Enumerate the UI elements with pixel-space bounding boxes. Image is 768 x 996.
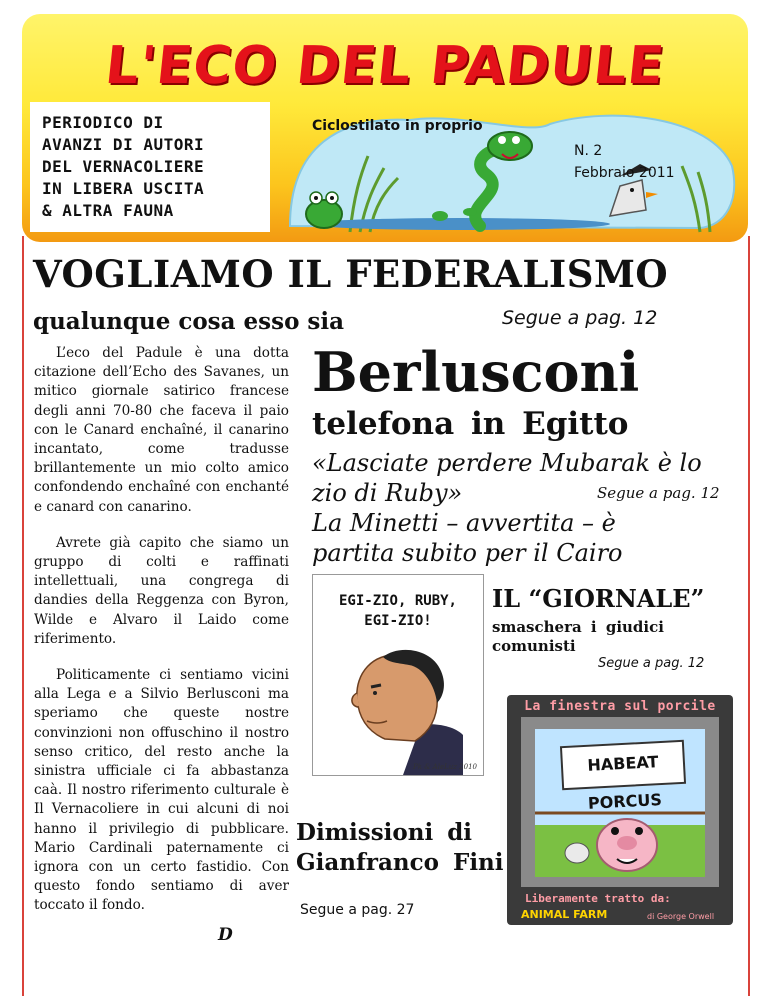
- issue-number: N. 2: [574, 143, 603, 159]
- editorial-paragraph: L’eco del Padule è una dotta citazione dell’Echo des Savanes, un mitico giornale satirico francese degli anni 70-80 che faceva il paio con le Canard enchaîné, il canarino incantato, come tradusse brillantemente un mio colto amico confondendo enchaîné con enchanté e canard con canarino.: [34, 345, 289, 515]
- porcile-panel: [507, 695, 733, 925]
- footer-letter: D: [218, 925, 233, 945]
- tagline-line: AVANZI DI AUTORI: [42, 135, 205, 154]
- quote-line: zio di Ruby»: [312, 479, 463, 507]
- masthead: [22, 14, 748, 242]
- porcile-sign: HABEAT PORCUS: [560, 740, 686, 790]
- tagline-line: & ALTRA FAUNA: [42, 201, 174, 220]
- porcile-title: La finestra sul porcile: [524, 699, 716, 714]
- tagline-line: DEL VERNACOLIERE: [42, 157, 205, 176]
- story-title: [296, 818, 504, 878]
- cartoon: [312, 574, 484, 776]
- main-headline: VOGLIAMO IL FEDERALISMO: [33, 252, 669, 296]
- story-title-line: Dimissioni di: [296, 819, 473, 846]
- story-quote: [312, 448, 732, 568]
- story-title: Berlusconi: [312, 340, 640, 404]
- continued-note: Segue a pag. 12: [598, 656, 705, 671]
- story-subtitle: smaschera i giudici comunisti: [492, 618, 664, 655]
- issue-info: [574, 140, 675, 184]
- quote-line: «Lasciate perdere Mubarak è lo: [312, 449, 702, 477]
- porcile-book: ANIMAL FARM: [521, 908, 608, 921]
- cartoon-caption-line: EGI-ZIO, RUBY,: [338, 593, 457, 609]
- editorial-paragraph: Avrete già capito che siamo un gruppo di colti e raffinati intellettuali, una congrega di dandies della Reggenza con Byron, Wilde e Alvaro il Laido come riferimento.: [34, 534, 289, 647]
- tagline-line: PERIODICO DI: [42, 113, 164, 132]
- quote-line: partita subito per il Cairo: [312, 539, 623, 567]
- newspaper-title: L'ECO DEL PADULE: [102, 36, 668, 96]
- cartoon-credit: Pk & AleLuz 2010: [413, 763, 477, 771]
- issue-date: Febbraio 2011: [574, 165, 675, 181]
- story-title-line: Gianfranco Fini: [296, 849, 504, 876]
- story-subtitle: telefona in Egitto: [312, 406, 629, 442]
- story-title: IL “GIORNALE”: [492, 584, 705, 613]
- tagline-box: [30, 102, 270, 232]
- porcile-author: di George Orwell: [647, 912, 715, 921]
- editorial-paragraph: Politicamente ci sentiamo vicini alla Lega e a Silvio Berlusconi ma speriamo che queste nostre convinzioni non offuschino il nostro senso critico, del resto anche la sinistra ufficiale ci fa abbastanza caà. Il nostro riferimento culturale è Il Vernacoliere in cui alcuni di noi hanno il privilegio di pubblicare. Mario Cardinali paternamente ci ignora con un certo fastidio. Con questo fondo sentiamo di aver toccato il fondo.: [34, 667, 289, 914]
- cartoon-caption-line: EGI-ZIO!: [364, 613, 432, 629]
- quote-line: La Minetti – avvertita – è: [312, 509, 616, 537]
- portrait-caricature: [313, 575, 483, 775]
- porcile-credit: Liberamente tratto da:: [525, 892, 671, 905]
- printing-note: Ciclostilato in proprio: [312, 118, 483, 134]
- editorial-column: [34, 344, 289, 933]
- main-subheadline: qualunque cosa esso sia: [33, 308, 345, 335]
- continued-note: Segue a pag. 12: [597, 484, 720, 502]
- continued-note: Segue a pag. 12: [502, 307, 658, 329]
- tagline-line: IN LIBERA USCITA: [42, 179, 205, 198]
- continued-note: Segue a pag. 27: [300, 902, 415, 918]
